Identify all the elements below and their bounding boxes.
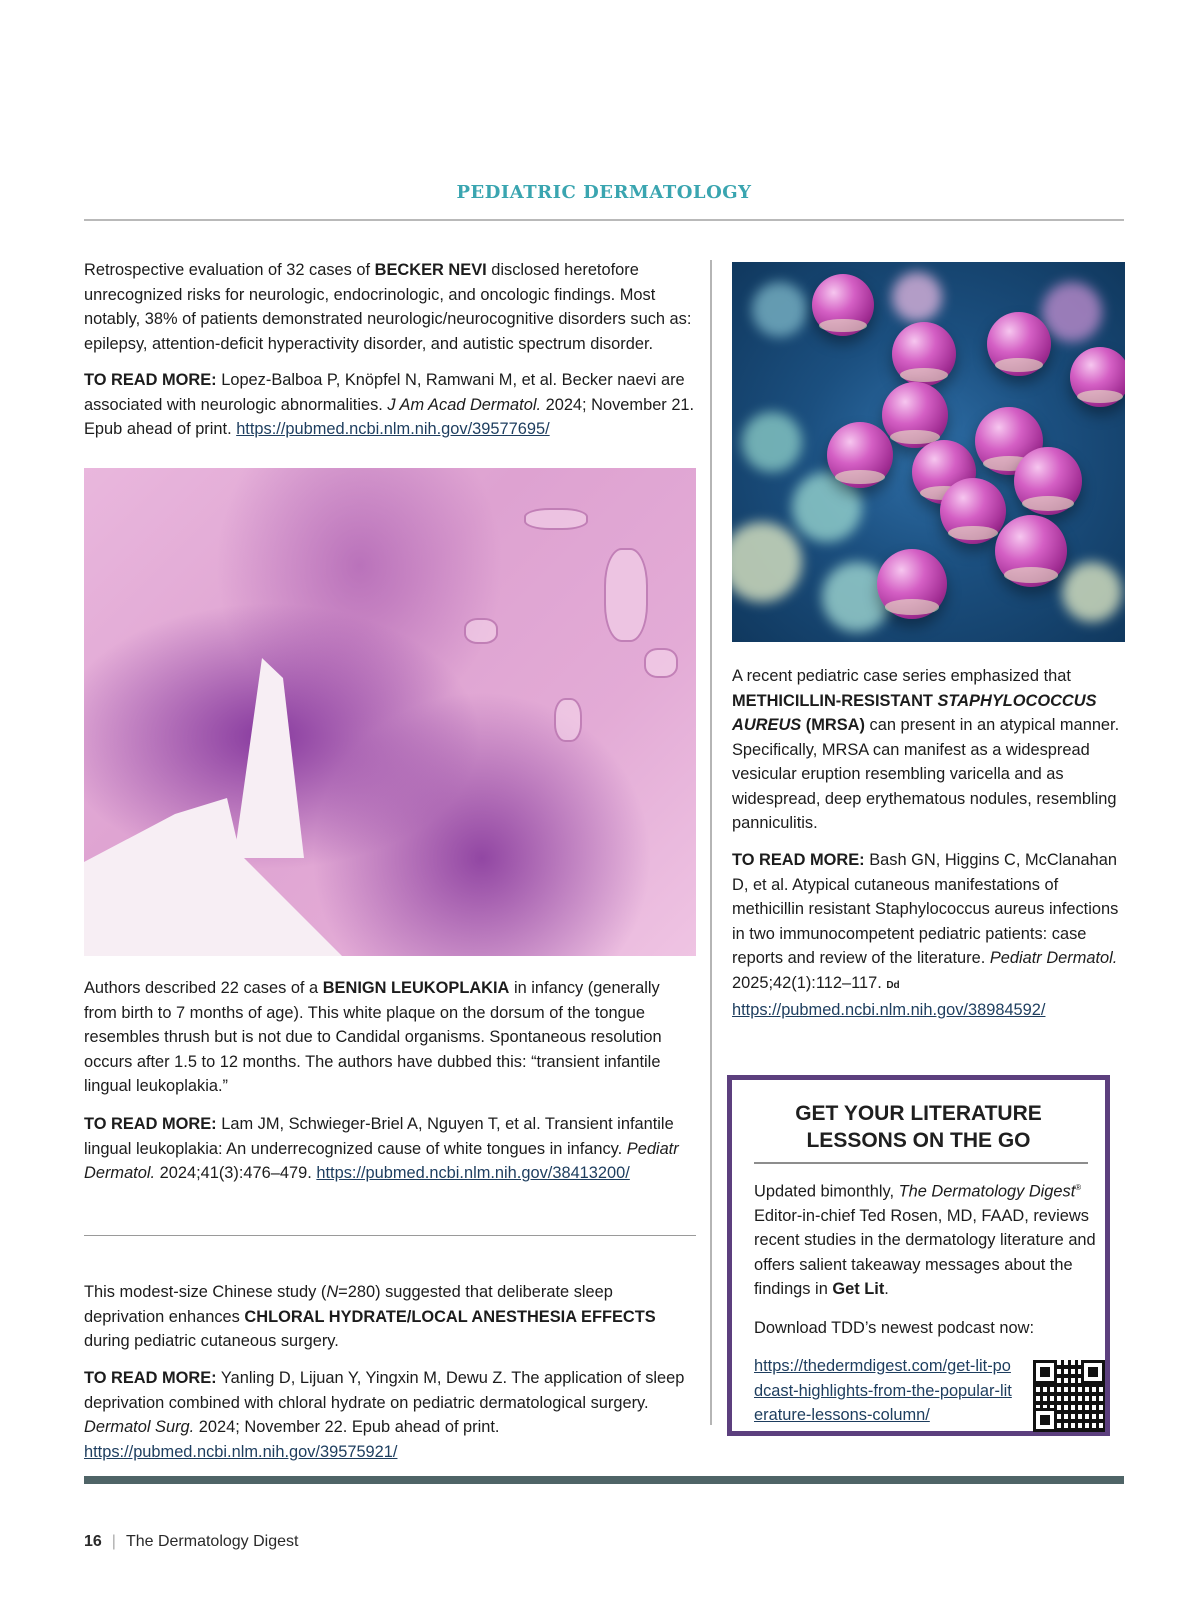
publication-name: The Dermatology Digest	[125, 1533, 299, 1550]
section-title: PEDIATRIC DERMATOLOGY	[456, 182, 752, 203]
podcast-link[interactable]: https://thedermdigest.com/get-lit-podcast-highlights-from-the-popular-literature-lessons-column/	[754, 1357, 1012, 1424]
callout-divider	[754, 1162, 1088, 1164]
mrsa-reference: TO READ MORE: Bash GN, Higgins C, McClanahan D, et al. Atypical cutaneous manifestations of methicillin resistant Staphylococcus aureus infections in two immunocompetent pediatric patients: case reports and review of the literature. Pediatr Dermatol. 2025;42(1):112–117. Dd https://pubmed.ncbi.nlm.nih.gov/38984592/	[732, 851, 1119, 1019]
end-mark: Dd	[886, 979, 900, 991]
sleep-summary: This modest-size Chinese study (N=280) suggested that deliberate sleep deprivation enhances CHLORAL HYDRATE/LOCAL ANESTHESIA EFFECTS during pediatric cutaneous surgery.	[84, 1283, 656, 1350]
mrsa-pubmed-link[interactable]: https://pubmed.ncbi.nlm.nih.gov/38984592/	[732, 1001, 1046, 1019]
callout-title: GET YOUR LITERATURE LESSONS ON THE GO	[795, 1102, 1042, 1152]
read-more-label: TO READ MORE:	[732, 851, 865, 869]
leukoplakia-keyword: BENIGN LEUKOPLAKIA	[322, 979, 510, 997]
read-more-label: TO READ MORE:	[84, 1115, 217, 1133]
article-divider	[84, 1235, 696, 1236]
read-more-label: TO READ MORE:	[84, 1369, 217, 1387]
becker-reference: TO READ MORE: Lopez-Balboa P, Knöpfel N, Ramwani M, et al. Becker naevi are associated with neurologic abnormalities. J Am Acad Dermatol. 2024; November 21. Epub ahead of print. https://pubmed.ncbi.nlm.nih.gov/39577695/	[84, 371, 695, 438]
sleep-keyword: CHLORAL HYDRATE/LOCAL ANESTHESIA EFFECTS	[244, 1307, 656, 1326]
leukoplakia-pubmed-link[interactable]: https://pubmed.ncbi.nlm.nih.gov/38413200/	[316, 1164, 630, 1182]
histology-image	[84, 468, 696, 956]
becker-summary: Retrospective evaluation of 32 cases of BECKER NEVI disclosed heretofore unrecognized risks for neurologic, endocrinologic, and oncologic findings. Most notably, 38% of patients demonstrated neurologic/neurocognitive disorders such as: epilepsy, attention-deficit hyperactivity disorder, and autistic spectrum disorder.	[84, 261, 692, 353]
column-divider	[710, 260, 712, 1425]
leukoplakia-reference: TO READ MORE: Lam JM, Schwieger-Briel A, Nguyen T, et al. Transient infantile lingual leukoplakia: An underrecognized cause of white tongues in infancy. Pediatr Dermatol. 2024;41(3):476–479. https://pubmed.ncbi.nlm.nih.gov/38413200/	[84, 1115, 679, 1182]
page-number: 16	[84, 1533, 102, 1550]
footer-separator: |	[111, 1533, 116, 1550]
mrsa-keyword: METHICILLIN-RESISTANT STAPHYLOCOCCUS AUREUS (MRSA)	[732, 691, 1097, 734]
leukoplakia-summary: Authors described 22 cases of a BENIGN LEUKOPLAKIA in infancy (generally from birth to 7 months of age). This white plaque on the dorsum of the tongue resembles thrush but is not due to Candidal organisms. Spontaneous resolution occurs after 1.5 to 12 months. The authors have dubbed this: “transient infantile lingual leukoplakia.”	[84, 979, 662, 1095]
becker-keyword: BECKER NEVI	[374, 261, 487, 279]
mrsa-bacteria-image	[732, 262, 1125, 642]
read-more-label: TO READ MORE:	[84, 371, 217, 389]
callout-body: Updated bimonthly, The Dermatology Digest® Editor-in-chief Ted Rosen, MD, FAAD, reviews recent studies in the dermatology literature and offers salient takeaway messages about the findings in Get Lit.	[754, 1182, 1096, 1299]
header-divider	[84, 219, 1124, 221]
becker-pubmed-link[interactable]: https://pubmed.ncbi.nlm.nih.gov/39577695/	[236, 420, 550, 438]
sleep-pubmed-link[interactable]: https://pubmed.ncbi.nlm.nih.gov/39575921/	[84, 1442, 398, 1461]
sleep-reference: TO READ MORE: Yanling D, Lijuan Y, Yingxin M, Dewu Z. The application of sleep deprivation combined with chloral hydrate on pediatric dermatological surgery. Dermatol Surg. 2024; November 22. Epub ahead of print. https://pubmed.ncbi.nlm.nih.gov/39575921/	[84, 1369, 685, 1461]
footer	[84, 1533, 298, 1551]
callout-download-text: Download TDD’s newest podcast now:	[754, 1319, 1035, 1337]
callout-link-wrap	[754, 1354, 1016, 1428]
footer-bar	[84, 1476, 1124, 1484]
mrsa-summary: A recent pediatric case series emphasized that METHICILLIN-RESISTANT STAPHYLOCOCCUS AUREUS (MRSA) can present in an atypical manner. Specifically, MRSA can manifest as a widespread vesicular eruption resembling varicella and as widespread, deep erythematous nodules, resembling panniculitis.	[732, 667, 1120, 832]
podcast-callout	[727, 1075, 1110, 1436]
qr-code-icon[interactable]	[1033, 1360, 1105, 1432]
